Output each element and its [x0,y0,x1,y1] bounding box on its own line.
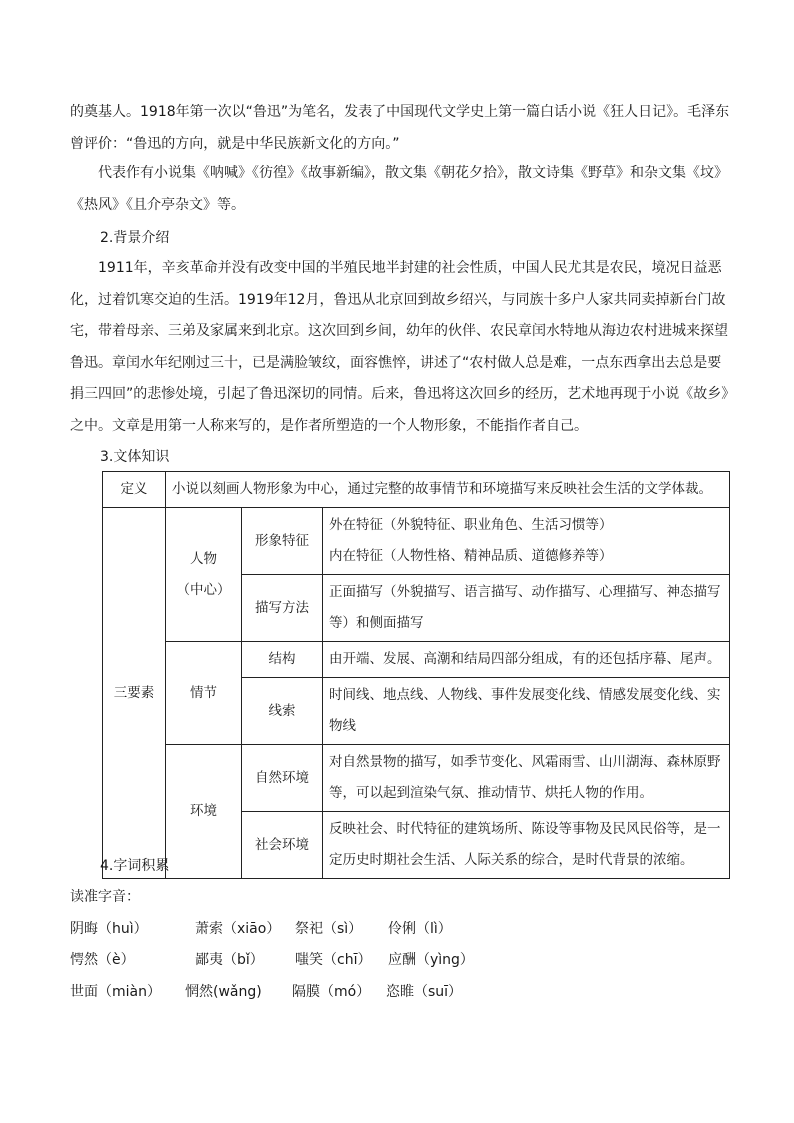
image-traits-label: 形象特征 [242,508,323,575]
pronunciation-item: 世面（miàn） [70,984,161,1000]
intro-paragraph-1: 的奠基人。1918年第一次以“鲁迅”为笔名，发表了中国现代文学史上第一篇白话小说《狂人日记》。毛泽东曾评价：“鲁迅的方向，就是中华民族新文化的方向。” [70,104,730,152]
pronunciation-item: 鄙夷（bǐ） [195,952,264,968]
genre-heading: 3.文体知识 [100,449,170,465]
intro-paragraph-2: 代表作有小说集《呐喊》《彷徨》《故事新编》，散文集《朝花夕拾》，散文诗集《野草》和杂文集《坟》《热风》《且介亭杂文》等。 [70,165,728,213]
pronunciation-item: 恣睢（suī） [386,984,463,1000]
pronunciation-item: 嗤笑（chī） [295,952,372,968]
plot-label: 情节 [166,642,242,745]
natural-env-text: 对自然景物的描写，如季节变化、风霜雨雪、山川湖海、森林原野等，可以起到渲染气氛、推动情节、烘托人物的作用。 [323,745,730,812]
vocab-subheading: 读准字音： [70,889,140,905]
vocab-heading: 4.字词积累 [100,858,170,874]
character-label: 人物 [190,550,217,567]
structure-text: 由开端、发展、高潮和结局四部分组成，有的还包括序幕、尾声。 [323,642,730,678]
pronunciation-item: 阴晦（huì） [70,921,148,937]
background-paragraph: 1911年，辛亥革命并没有改变中国的半殖民地半封建的社会性质，中国人民尤其是农民，境况日益恶化，过着饥寒交迫的生活。1919年12月，鲁迅从北京回到故乡绍兴，与同族十多户人家共同卖掉新台门故宅，带着母亲、三弟及家属来到北京。这次回到乡间，幼年的伙伴、农民章闰水特地从海边农村进城来探望鲁迅。章闰水年纪刚过三十，已是满脸皱纹，面容憔悴，讲述了“农村做人总是难，一点东西拿出去总是要捐三四回”的悲惨处境，引起了鲁迅深切的同情。后来，鲁迅将这次回乡的经历，艺术地再现于小说《故乡》之中。文章是用第一人称来写的，是作者所塑造的一个人物形象，不能指作者自己。 [70,260,729,434]
definition-label: 定义 [103,472,166,508]
genre-knowledge-table [102,471,730,879]
pronunciation-item: 惘然(wǎng) [185,984,262,1000]
description-methods-text: 正面描写（外貌描写、语言描写、动作描写、心理描写、神态描写等）和侧面描写 [323,575,730,642]
image-traits-line-2: 内在特征（人物性格、精神品质、道德修养等） [329,548,613,564]
pronunciation-item: 隔膜（mó） [292,984,371,1000]
natural-env-label: 自然环境 [242,745,323,812]
pronunciation-item: 祭祀（sì） [295,921,363,937]
pronunciation-item: 应酬（yìng） [388,952,474,968]
pronunciation-item: 伶俐（lì） [388,921,452,937]
character-cell [166,508,242,642]
image-traits-cell [323,508,730,575]
character-sub: （中心） [176,581,231,598]
environment-label: 环境 [166,745,242,879]
three-elements-label: 三要素 [103,508,166,879]
description-methods-label: 描写方法 [242,575,323,642]
background-heading: 2.背景介绍 [100,230,170,246]
social-env-text: 反映社会、时代特征的建筑场所、陈设等事物及民风民俗等，是一定历史时期社会生活、人际关系的综合，是时代背景的浓缩。 [323,812,730,879]
pronunciation-item: 愕然（è） [70,952,135,968]
clue-text: 时间线、地点线、人物线、事件发展变化线、情感发展变化线、实物线 [323,678,730,745]
social-env-label: 社会环境 [242,812,323,879]
clue-label: 线索 [242,678,323,745]
pronunciation-item: 萧索（xiāo） [195,921,281,937]
image-traits-line-1: 外在特征（外貌特征、职业角色、生活习惯等） [329,517,613,533]
structure-label: 结构 [242,642,323,678]
definition-text: 小说以刻画人物形象为中心，通过完整的故事情节和环境描写来反映社会生活的文学体裁。 [166,472,730,508]
